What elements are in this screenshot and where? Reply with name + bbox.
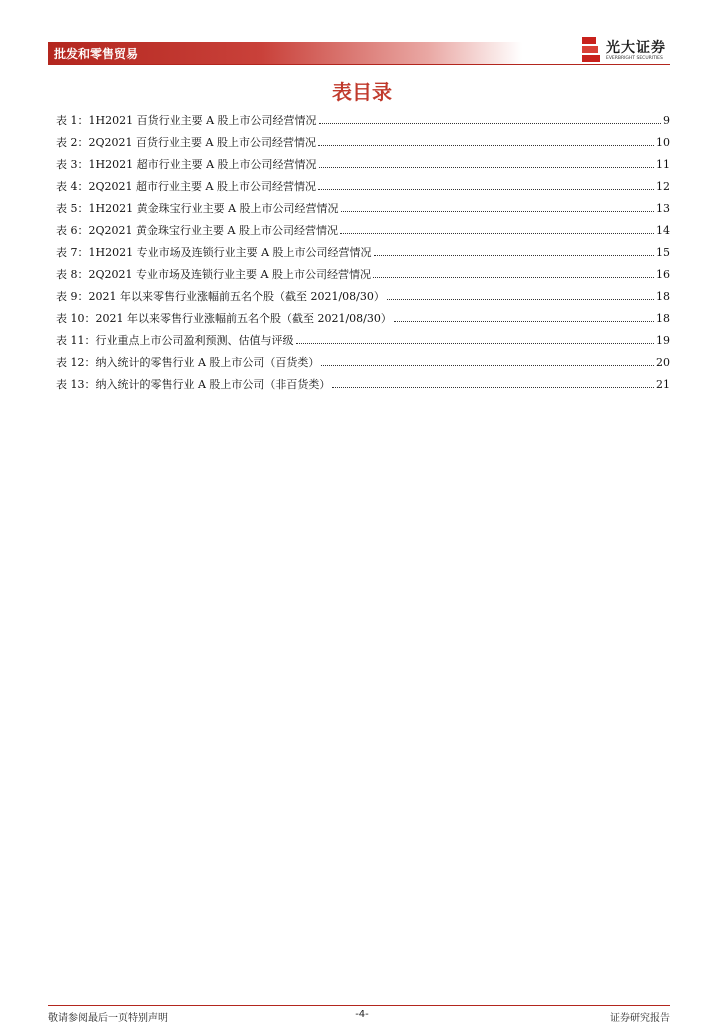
toc-entry[interactable] (56, 286, 670, 308)
toc-entry-page: 11 (656, 158, 670, 171)
toc-entry-label: 表 11：行业重点上市公司盈利预测、估值与评级 (56, 334, 294, 347)
toc-entry-label: 表 8：2Q2021 专业市场及连锁行业主要 A 股上市公司经营情况 (56, 268, 371, 281)
toc-leader-dots (387, 291, 654, 300)
page-title: 表目录 (332, 80, 392, 104)
toc-leader-dots (341, 203, 654, 212)
toc-entry-page: 9 (663, 114, 670, 127)
toc-entry-label: 表 2：2Q2021 百货行业主要 A 股上市公司经营情况 (56, 136, 316, 149)
table-of-tables (56, 110, 670, 396)
toc-leader-dots (318, 137, 654, 146)
toc-leader-dots (340, 225, 654, 234)
toc-entry[interactable] (56, 308, 670, 330)
toc-entry-label: 表 1：1H2021 百货行业主要 A 股上市公司经营情况 (56, 114, 317, 127)
logo-mark-icon (582, 37, 600, 63)
toc-entry[interactable] (56, 198, 670, 220)
toc-entry[interactable] (56, 176, 670, 198)
toc-entry[interactable] (56, 264, 670, 286)
toc-entry[interactable] (56, 110, 670, 132)
toc-leader-dots (373, 269, 654, 278)
logo-text-en: EVERBRIGHT SECURITIES (606, 56, 663, 61)
toc-entry-label: 表 5：1H2021 黄金珠宝行业主要 A 股上市公司经营情况 (56, 202, 339, 215)
toc-entry-page: 19 (656, 334, 670, 347)
footer-report-type: 证券研究报告 (610, 1013, 670, 1024)
toc-entry-page: 15 (656, 246, 670, 259)
toc-leader-dots (374, 247, 654, 256)
toc-entry-page: 16 (656, 268, 670, 281)
toc-entry-label: 表 13：纳入统计的零售行业 A 股上市公司（非百货类） (56, 378, 331, 391)
toc-entry-label: 表 9：2021 年以来零售行业涨幅前五名个股（截至 2021/08/30） (56, 290, 385, 303)
header-section-band (48, 42, 522, 64)
toc-entry-label: 表 12：纳入统计的零售行业 A 股上市公司（百货类） (56, 356, 320, 369)
toc-entry-label: 表 10：2021 年以来零售行业涨幅前五名个股（截至 2021/08/30） (56, 312, 392, 325)
everbright-logo (582, 37, 678, 65)
toc-entry-page: 18 (656, 290, 670, 303)
footer-disclaimer: 敬请参阅最后一页特别声明 (48, 1013, 168, 1024)
logo-text-cn: 光大证券 (606, 40, 666, 56)
toc-entry[interactable] (56, 220, 670, 242)
header-section-label: 批发和零售贸易 (54, 47, 139, 61)
toc-entry-label: 表 4：2Q2021 超市行业主要 A 股上市公司经营情况 (56, 180, 316, 193)
toc-leader-dots (319, 159, 654, 168)
toc-entry[interactable] (56, 330, 670, 352)
toc-entry[interactable] (56, 352, 670, 374)
toc-leader-dots (332, 379, 654, 388)
toc-entry[interactable] (56, 374, 670, 396)
toc-entry[interactable] (56, 132, 670, 154)
toc-leader-dots (319, 115, 661, 124)
toc-entry-page: 21 (656, 378, 670, 391)
toc-entry-label: 表 6：2Q2021 黄金珠宝行业主要 A 股上市公司经营情况 (56, 224, 338, 237)
toc-entry[interactable] (56, 154, 670, 176)
page-number: -4- (355, 1009, 369, 1020)
toc-leader-dots (296, 335, 655, 344)
header-divider (48, 64, 670, 65)
toc-entry-page: 20 (656, 356, 670, 369)
toc-leader-dots (394, 313, 654, 322)
toc-entry-label: 表 3：1H2021 超市行业主要 A 股上市公司经营情况 (56, 158, 317, 171)
toc-leader-dots (318, 181, 654, 190)
toc-entry-label: 表 7：1H2021 专业市场及连锁行业主要 A 股上市公司经营情况 (56, 246, 372, 259)
toc-leader-dots (321, 357, 654, 366)
toc-entry-page: 14 (656, 224, 670, 237)
footer-divider (48, 1005, 670, 1006)
toc-entry-page: 13 (656, 202, 670, 215)
toc-entry-page: 12 (656, 180, 670, 193)
toc-entry[interactable] (56, 242, 670, 264)
toc-entry-page: 10 (656, 136, 670, 149)
toc-entry-page: 18 (656, 312, 670, 325)
